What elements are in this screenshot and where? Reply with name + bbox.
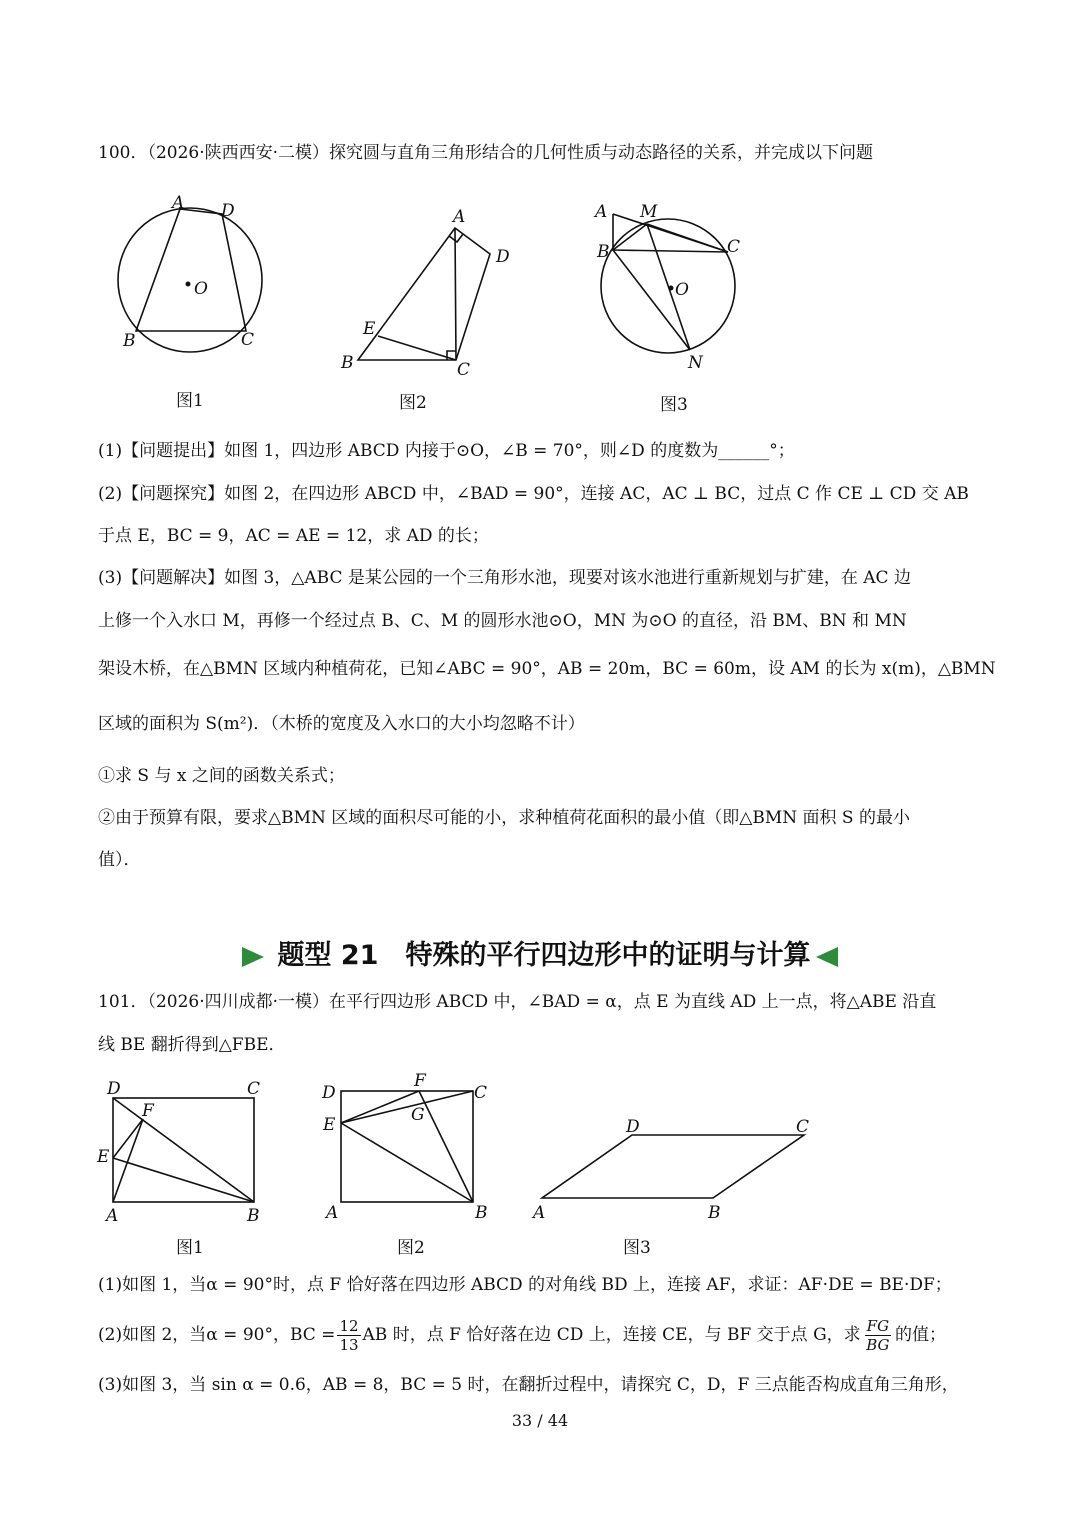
problem-101-figures (0, 1060, 1080, 1230)
fig3-label-a: A (595, 202, 608, 222)
fig3-label-n: N (688, 353, 703, 373)
fraction-12-13 (337, 1317, 360, 1354)
fig1-label-c: C (241, 330, 255, 350)
arrow-right-icon (242, 947, 264, 967)
fig1-label-o: O (194, 279, 208, 299)
page-number: 33 / 44 (511, 1411, 569, 1430)
p101-fig2-label-b: B (475, 1203, 488, 1223)
p101-fig2-label-f: F (414, 1071, 426, 1091)
p100-caption-1: 图1 (176, 391, 204, 411)
fig1-be (113, 1158, 254, 1202)
fig2-ac (455, 228, 456, 360)
p100-caption-2: 图2 (399, 393, 427, 413)
fraction-denominator: BG (866, 1335, 890, 1354)
fig1-bd (113, 1098, 254, 1202)
p101-fig2-label-g: G (411, 1105, 425, 1125)
fig3-label-c: C (727, 237, 741, 257)
p101-header-line2: 线 BE 翻折得到△FBE． (98, 1035, 286, 1055)
fig3-label-o: O (675, 280, 689, 300)
fig2-label-d: D (496, 247, 510, 267)
p101-fig1-label-d: D (107, 1079, 121, 1099)
fig3-bn (613, 250, 690, 350)
p101-q3: (3)如图 3，当 sin α = 0.6，AB = 8，BC = 5 时，在翻折过程中，请探究 C，D，F 三点能否构成直角三角形， (98, 1375, 959, 1395)
fig3-center-dot (669, 286, 674, 291)
p101-header-line1: 101．（2026·四川成都·一模）在平行四边形 ABCD 中，∠BAD = α，点 E 为直线 AD 上一点，将△ABE 沿直 (98, 992, 937, 1012)
p100-q3-sub2-line1: ②由于预算有限，要求△BMN 区域的面积尽可能的小，求种植荷花面积的最小值（即△BMN 面积 S 的最小 (98, 808, 910, 828)
fig3-parallelogram (542, 1135, 804, 1198)
fig3-label-b: B (597, 242, 610, 262)
p101-fig3-label-d: D (626, 1117, 640, 1137)
fraction-denominator: 13 (339, 1335, 359, 1354)
fig1-quadrilateral (136, 209, 246, 331)
p101-caption-1: 图1 (176, 1238, 204, 1258)
problem-100-header: 100．（2026·陕西西安·二模）探究圆与直角三角形结合的几何性质与动态路径的关系，并完成以下问题 (98, 143, 874, 163)
p100-q2-line2: 于点 E，BC = 9，AC = AE = 12，求 AD 的长； (98, 526, 489, 546)
p100-q3-line1: (3)【问题解决】如图 3，△ABC 是某公园的一个三角形水池，现要对该水池进行重新规划与扩建，在 AC 边 (98, 568, 911, 588)
p101-q2-part2: AB 时，点 F 恰好落在边 CD 上，连接 CE，与 BF 交于点 G，求 (362, 1325, 861, 1345)
problem-100-figures (0, 0, 1080, 430)
fig1-label-b: B (123, 331, 136, 351)
section-heading (0, 936, 1080, 976)
p101-fig3-label-c: C (796, 1117, 810, 1137)
arrow-left-icon (816, 947, 838, 967)
p100-q3-sub1: ①求 S 与 x 之间的函数关系式； (98, 766, 345, 786)
fig3-bm (613, 224, 647, 250)
p100-q3-line4: 区域的面积为 S(m²)．（木桥的宽度及入水口的大小均忽略不计） (98, 714, 585, 734)
fig1-ef (113, 1119, 143, 1158)
p100-caption-3: 图3 (660, 395, 688, 415)
p101-fig3-label-b: B (708, 1203, 721, 1223)
fig3-label-m: M (640, 202, 658, 222)
fig2-right-angle-a (449, 234, 463, 242)
fig1-center-dot (186, 282, 191, 287)
p101-caption-2: 图2 (397, 1238, 425, 1258)
p101-fig1-label-b: B (247, 1206, 260, 1226)
p101-fig1-label-f: F (142, 1101, 154, 1121)
fraction-numerator: FG (866, 1316, 890, 1335)
p101-fig1-label-c: C (247, 1079, 261, 1099)
fig2-quadrilateral (358, 228, 490, 360)
p101-q2 (98, 1310, 946, 1360)
fig2-label-a: A (453, 207, 466, 227)
p101-q2-part3: 的值； (895, 1325, 947, 1345)
p101-fig2-label-c: C (474, 1083, 488, 1103)
fig1-af (113, 1119, 143, 1202)
fig2-ce (378, 336, 456, 360)
fraction-numerator: 12 (339, 1316, 359, 1335)
p100-q2-line1: (2)【问题探究】如图 2，在四边形 ABCD 中，∠BAD = 90°，连接 AC，AC ⊥ BC，过点 C 作 CE ⊥ CD 交 AB (98, 484, 969, 504)
p100-q3-sub2-line2: 值）． (98, 850, 141, 870)
fig1-label-d: D (221, 201, 235, 221)
fig2-label-b: B (341, 353, 354, 373)
p101-q2-part1: (2)如图 2，当α = 90°，BC = (98, 1325, 336, 1345)
fig1-label-a: A (172, 193, 185, 213)
p101-fig2-label-e: E (323, 1115, 336, 1135)
section-title: 题型 21 特殊的平行四边形中的证明与计算 (277, 940, 811, 971)
fig2-label-c: C (457, 360, 471, 380)
p101-fig1-label-e: E (97, 1147, 110, 1167)
p101-q1: (1)如图 1，当α = 90°时，点 F 恰好落在四边形 ABCD 的对角线 BD 上，连接 AF，求证：AF·DE = BE·DF； (98, 1275, 952, 1295)
p100-q1: (1)【问题提出】如图 1，四边形 ABCD 内接于⊙O，∠B = 70°，则∠D 的度数为______°； (98, 441, 795, 461)
p100-q3-line3: 架设木桥，在△BMN 区域内种植荷花，已知∠ABC = 90°，AB = 20m，BC = 60m，设 AM 的长为 x(m)，△BMN (98, 659, 996, 679)
p101-caption-3: 图3 (623, 1238, 651, 1258)
p101-fig2-label-d: D (322, 1083, 336, 1103)
p100-q3-line2: 上修一个入水口 M，再修一个经过点 B、C、M 的圆形水池⊙O，MN 为⊙O 的直径，沿 BM、BN 和 MN (98, 611, 907, 631)
fraction-fg-bg (865, 1317, 891, 1354)
p101-fig1-label-a: A (106, 1206, 119, 1226)
p101-fig3-label-a: A (533, 1203, 546, 1223)
fig2-label-e: E (363, 319, 376, 339)
p101-fig2-label-a: A (326, 1203, 339, 1223)
